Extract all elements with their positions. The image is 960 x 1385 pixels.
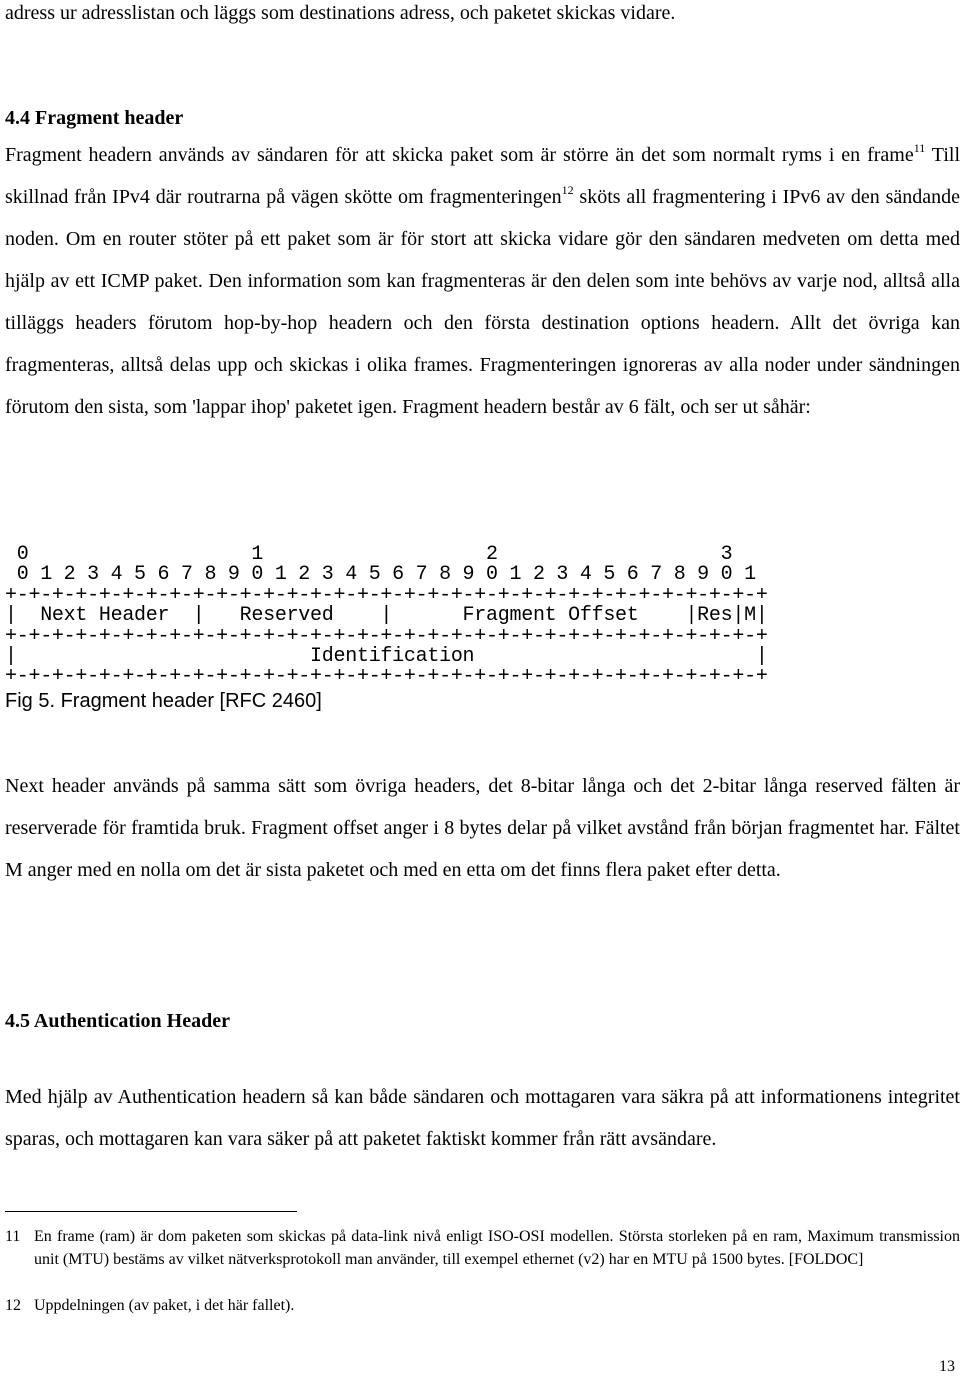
paragraph-text: Fragment headern används av sändaren för att skicka paket som är större än det som normalt ryms i en frame bbox=[5, 144, 914, 166]
paragraph-text: Till skillnad från IPv4 där routrarna på vägen skötte om fragmenteringen bbox=[5, 144, 960, 208]
diagram-line: 0 1 2 3 bbox=[5, 543, 733, 566]
fragment-header-diagram bbox=[5, 545, 768, 688]
diagram-line: | Next Header | Reserved | Fragment Offset |Res|M| bbox=[5, 604, 768, 628]
fragment-header-paragraph bbox=[5, 134, 960, 428]
diagram-line: +-+-+-+-+-+-+-+-+-+-+-+-+-+-+-+-+-+-+-+-+-+-+-+-+-+-+-+-+-+-+-+-+ bbox=[5, 583, 768, 607]
page-number: 13 bbox=[939, 1358, 955, 1375]
footnote-ref-12[interactable]: 12 bbox=[561, 183, 574, 197]
footnote-number: 11 bbox=[5, 1228, 21, 1245]
diagram-line: | Identification | bbox=[5, 645, 768, 669]
diagram-line: 0 1 2 3 4 5 6 7 8 9 0 1 2 3 4 5 6 7 8 9 0 1 2 3 4 5 6 7 8 9 0 1 bbox=[5, 563, 756, 587]
diagram-line: +-+-+-+-+-+-+-+-+-+-+-+-+-+-+-+-+-+-+-+-+-+-+-+-+-+-+-+-+-+-+-+-+ bbox=[5, 665, 768, 689]
footnote-ref-11[interactable]: 11 bbox=[913, 141, 926, 155]
footnote-12 bbox=[5, 1294, 960, 1317]
paragraph-text: sköts all fragmentering i IPv6 av den sändande noden. Om en router stöter på ett paket som är för stort att skicka vidare gör den sändaren medveten om detta med hjälp av ett ICMP paket. Den information som kan fragmenteras är den delen som inte behövs av varje nod, alltså alla tilläggs headers förutom hop-by-hop headern och den första destination options headern. Allt det övriga kan fragmenteras, alltså delas upp och skickas i olika frames. Fragmenteringen ignoreras av alla noder under sändningen förutom den sista, som 'lappar ihop' paketet igen. Fragment headern består av 6 fält, och ser ut såhär: bbox=[5, 186, 960, 418]
footnote-text: Uppdelningen (av paket, i det här fallet). bbox=[34, 1297, 295, 1314]
section-heading-4-5: 4.5 Authentication Header bbox=[5, 1010, 230, 1032]
diagram-line: +-+-+-+-+-+-+-+-+-+-+-+-+-+-+-+-+-+-+-+-+-+-+-+-+-+-+-+-+-+-+-+-+ bbox=[5, 624, 768, 648]
footnote-11 bbox=[5, 1225, 960, 1271]
footnote-number: 12 bbox=[5, 1297, 21, 1314]
next-header-paragraph: Next header används på samma sätt som övriga headers, det 8-bitar långa och det 2-bitar långa reserved fälten är reserverade för framtida bruk. Fragment offset anger i 8 bytes delar på vilket avstånd från början fragmentet har. Fältet M anger med en nolla om det är sista paketet och med en etta om det finns flera paket efter detta. bbox=[5, 775, 960, 881]
authentication-paragraph: Med hjälp av Authentication headern så kan både sändaren och mottagaren vara säkra på att informationens integritet sparas, och mottagaren kan vara säker på att paketet faktiskt kommer från rätt avsändare. bbox=[5, 1086, 960, 1150]
section-heading-4-4: 4.4 Fragment header bbox=[5, 107, 184, 129]
footnote-text: En frame (ram) är dom paketen som skickas på data-link nivå enligt ISO-OSI modellen. Största storleken på en ram, Maximum transmission unit (MTU) bestäms av vilket nätverksprotokoll man använder, till exempel ethernet (v2) har en MTU på 1500 bytes. [FOLDOC] bbox=[34, 1228, 960, 1268]
figure-caption: Fig 5. Fragment header [RFC 2460] bbox=[5, 690, 322, 712]
footnote-divider bbox=[5, 1211, 297, 1212]
top-line: adress ur adresslistan och läggs som destinations adress, och paketet skickas vidare. bbox=[5, 2, 676, 24]
